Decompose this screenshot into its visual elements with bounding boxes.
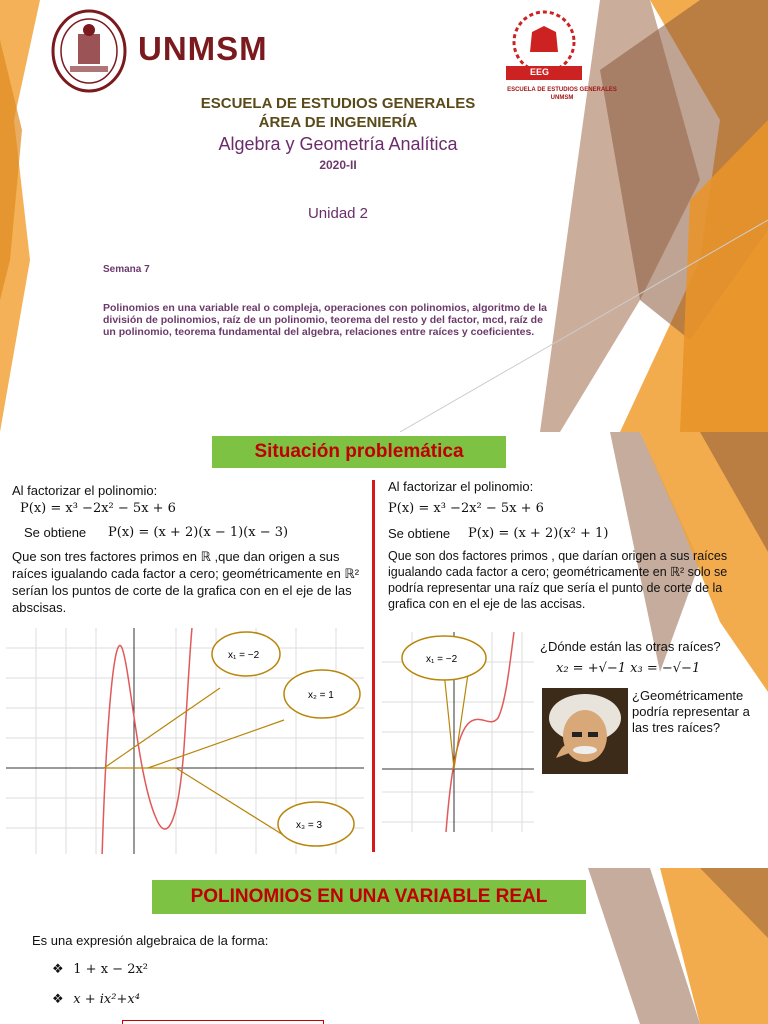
eeg-badge: EEG [530, 67, 550, 77]
bullet-diamond-icon: ❖ [52, 961, 64, 976]
right-obtains-label: Se obtiene [388, 526, 451, 541]
left-curve [102, 628, 192, 854]
column-divider [372, 480, 375, 852]
eeg-caption [502, 86, 622, 102]
slide-title [0, 0, 768, 432]
bullet-1 [52, 960, 148, 978]
question-roots: ¿Dónde están las otras raíces? [540, 639, 721, 654]
eeg-caption-line2: UNMSM [550, 95, 574, 101]
callout-x3-text: x₃ = 3 [296, 820, 323, 831]
area-name: ÁREA DE INGENIERÍA [258, 114, 418, 131]
einstein-portrait-image [542, 688, 628, 774]
right-intro: Al factorizar el polinomio: [388, 479, 534, 494]
partial-box [122, 1020, 324, 1024]
slide2-title: Situación problemática [212, 436, 506, 468]
bullet-2 [52, 990, 140, 1008]
unmsm-seal-logo [50, 8, 128, 94]
course-name: Algebra y Geometría Analítica [218, 134, 458, 154]
question-geometric: ¿Geométricamente podría representar a las tres raíces? [632, 688, 750, 735]
complex-roots: x₂ = +√−1 x₃ = −√−1 [556, 661, 701, 676]
term: 2020-II [319, 158, 357, 172]
right-callout-line-b [454, 674, 468, 769]
left-graph [6, 628, 364, 854]
slide3-intro: Es una expresión algebraica de la forma: [32, 933, 269, 948]
slide3-title: POLINOMIOS EN UNA VARIABLE REAL [152, 880, 586, 914]
bullet-2-text: x + ix²+x⁴ [73, 992, 140, 1007]
eeg-caption-line1: ESCUELA DE ESTUDIOS GENERALES [507, 87, 617, 93]
slide-polynomials [0, 868, 768, 1024]
university-name: UNMSM [138, 30, 268, 67]
right-callout-line-a [444, 672, 454, 769]
left-polynomial: P(x) = x³ −2x² − 5x + 6 [20, 501, 176, 516]
left-factored: P(x) = (x + 2)(x − 1)(x − 3) [108, 525, 289, 540]
left-callout-lines [104, 688, 288, 838]
right-factored: P(x) = (x + 2)(x² + 1) [468, 526, 609, 541]
slide-problem-situation [0, 432, 768, 868]
unit-label: Unidad 2 [307, 205, 369, 222]
eeg-logo [500, 4, 618, 90]
right-polynomial: P(x) = x³ −2x² − 5x + 6 [388, 501, 544, 516]
week-label: Semana 7 [103, 264, 150, 275]
right-description: Que son dos factores primos , que darían origen a sus raíces igualando cada factor a cero; geométricamente en ℝ² solo se podría representar una raíz que sería el punto de corte de la grafica con en el eje de las accisas. [388, 549, 728, 611]
callout-x2-text: x₂ = 1 [308, 690, 334, 701]
topics-paragraph: Polinomios en una variable real o compleja, operaciones con polinomios, algoritmo de la división de polinomios, raíz de un polinomio, teorema del resto y del factor, mcd, raíz de un polinomio, teorema fundamental del algebra, relaciones entre raíces y coeficientes. [103, 302, 548, 338]
bullet-diamond-icon: ❖ [52, 991, 64, 1006]
school-name: ESCUELA DE ESTUDIOS GENERALES [200, 95, 476, 112]
right-callout-text: x₁ = −2 [426, 654, 458, 665]
right-graph [382, 632, 534, 832]
callout-x1-text: x₁ = −2 [228, 650, 260, 661]
left-intro: Al factorizar el polinomio: [12, 483, 158, 498]
left-description: Que son tres factores primos en ℝ ,que dan origen a sus raíces igualando cada factor a cero; geométricamente en ℝ² serían los puntos de corte de la grafica con en el eje de las abscisas. [12, 549, 360, 615]
left-obtains-label: Se obtiene [24, 525, 87, 540]
bullet-1-text: 1 + x − 2x² [73, 962, 149, 977]
